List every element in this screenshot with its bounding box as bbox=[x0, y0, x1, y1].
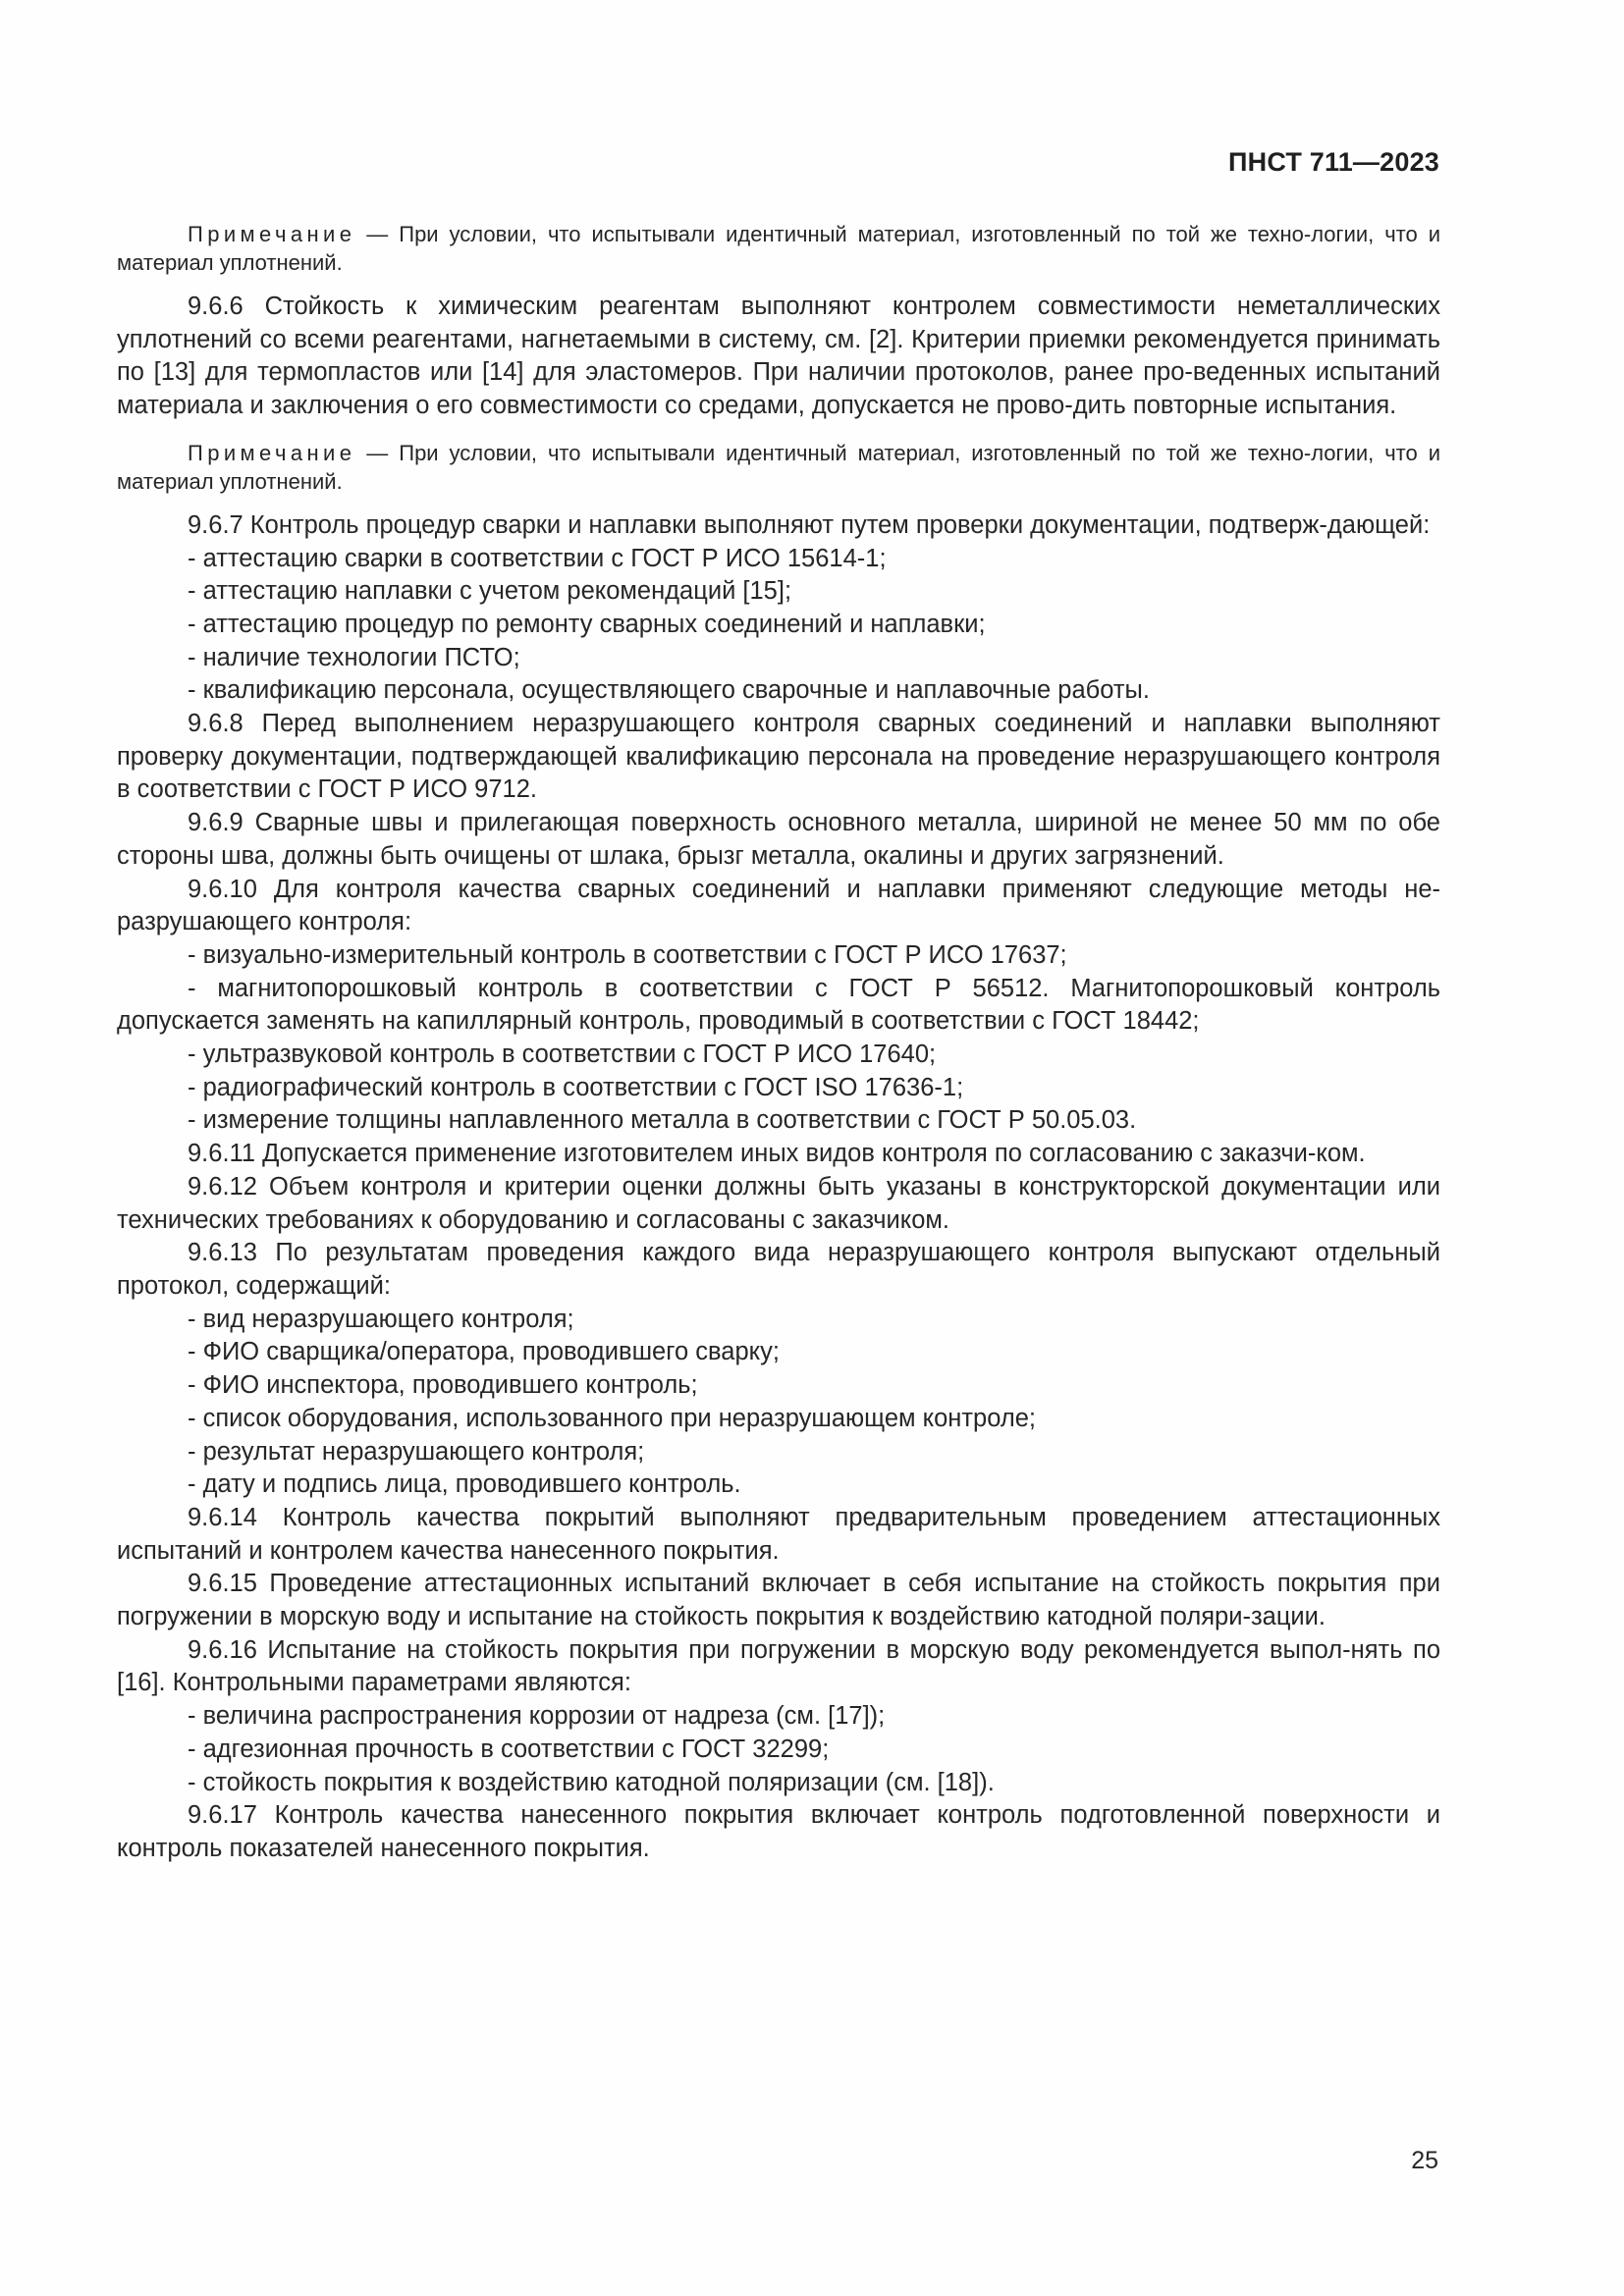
note-label: Примечание bbox=[188, 222, 356, 246]
list-item: - дату и подпись лица, проводившего контроль. bbox=[188, 1470, 741, 1499]
note-paragraph bbox=[117, 220, 1440, 277]
clause-9-6-8: 9.6.8 Перед выполнением неразрушающего контроля сварных соединений и наплавки выполняют проверку документации, подтверждающей квалификацию персонала на проведение неразрушающего контроля в соответствии с ГОСТ Р ИСО 9712. bbox=[117, 710, 1440, 804]
list-item: - наличие технологии ПСТО; bbox=[188, 643, 520, 671]
document-code: ПНСТ 711—2023 bbox=[1228, 147, 1439, 177]
list-item: - аттестацию сварки в соответствии с ГОСТ Р ИСО 15614-1; bbox=[188, 544, 887, 572]
clause-9-6-16: 9.6.16 Испытание на стойкость покрытия при погружении в морскую воду рекомендуется выпол-нять по [16]. Контрольными параметрами являются: bbox=[117, 1635, 1440, 1697]
list-item: - измерение толщины наплавленного металла в соответствии с ГОСТ Р 50.05.03. bbox=[188, 1106, 1137, 1135]
clause-9-6-14: 9.6.14 Контроль качества покрытий выполняют предварительным проведением аттестационных испытаний и контролем качества нанесенного покрытия. bbox=[117, 1503, 1440, 1565]
clause-9-6-10: 9.6.10 Для контроля качества сварных соединений и наплавки применяют следующие методы не-разрушающего контроля: bbox=[117, 875, 1440, 936]
list-item: - квалификацию персонала, осуществляющего сварочные и наплавочные работы. bbox=[188, 676, 1150, 705]
page-number: 25 bbox=[1411, 2147, 1438, 2174]
list-item: - величина распространения коррозии от надреза (см. [17]); bbox=[188, 1702, 886, 1731]
note-paragraph bbox=[117, 439, 1440, 496]
list-item: - визуально-измерительный контроль в соответствии с ГОСТ Р ИСО 17637; bbox=[188, 940, 1067, 969]
list-item: - результат неразрушающего контроля; bbox=[188, 1437, 645, 1466]
clause-9-6-15: 9.6.15 Проведение аттестационных испытаний включает в себя испытание на стойкость покрытия при погружении в морскую воду и испытание на стойкость покрытия к воздействию катодной поляри-зации. bbox=[117, 1570, 1440, 1631]
clause-9-6-7: 9.6.7 Контроль процедур сварки и наплавки выполняют путем проверки документации, подтверж-дающей: bbox=[188, 510, 1431, 539]
clause-9-6-9: 9.6.9 Сварные швы и прилегающая поверхность основного металла, шириной не менее 50 мм по обе стороны шва, должны быть очищены от шлака, брызг металла, окалины и других загрязнений. bbox=[117, 809, 1440, 870]
list-item: - ФИО сварщика/оператора, проводившего сварку; bbox=[188, 1338, 780, 1366]
note-text: — При условии, что испытывали идентичный материал, изготовленный по той же техно-логии, что и материал уплотнений. bbox=[117, 440, 1440, 494]
clause-9-6-17: 9.6.17 Контроль качества нанесенного покрытия включает контроль подготовленной поверхности и контроль показателей нанесенного покрытия. bbox=[117, 1801, 1440, 1862]
list-item: - радиографический контроль в соответствии с ГОСТ ISO 17636-1; bbox=[188, 1073, 964, 1101]
list-item: - ультразвуковой контроль в соответствии с ГОСТ Р ИСО 17640; bbox=[188, 1041, 937, 1069]
list-item: - стойкость покрытия к воздействию катодной поляризации (см. [18]). bbox=[188, 1768, 995, 1796]
clause-9-6-12: 9.6.12 Объем контроля и критерии оценки должны быть указаны в конструкторской документации или технических требованиях к оборудованию и согласованы с заказчиком. bbox=[117, 1172, 1440, 1234]
list-item: - магнитопорошковый контроль в соответствии с ГОСТ Р 56512. Магнитопорошковый контроль допускается заменять на капиллярный контроль, проводимый в соответствии с ГОСТ 18442; bbox=[117, 974, 1440, 1036]
list-item: - аттестацию процедур по ремонту сварных соединений и наплавки; bbox=[188, 610, 986, 638]
clause-9-6-11: 9.6.11 Допускается применение изготовителем иных видов контроля по согласованию с заказчи-ком. bbox=[188, 1140, 1366, 1168]
list-item: - вид неразрушающего контроля; bbox=[188, 1305, 574, 1333]
page-body bbox=[117, 220, 1440, 1866]
clause-9-6-13: 9.6.13 По результатам проведения каждого вида неразрушающего контроля выпускают отдельный протокол, содержащий: bbox=[117, 1239, 1440, 1300]
list-item: - ФИО инспектора, проводившего контроль; bbox=[188, 1371, 698, 1400]
list-item: - адгезионная прочность в соответствии с ГОСТ 32299; bbox=[188, 1735, 830, 1763]
note-label: Примечание bbox=[188, 440, 356, 465]
list-item: - список оборудования, использованного при неразрушающем контроле; bbox=[188, 1404, 1036, 1432]
note-text: — При условии, что испытывали идентичный материал, изготовленный по той же техно-логии, что и материал уплотнений. bbox=[117, 222, 1440, 275]
clause-9-6-6: 9.6.6 Стойкость к химическим реагентам выполняют контролем совместимости неметаллических уплотнений со всеми реагентами, нагнетаемыми в систему, см. [2]. Критерии приемки рекомендуется принимать по [13] для термопластов или [14] для эластомеров. При наличии протоколов, ранее про-веденных испытаний материала и заключения о его совместимости со средами, допускается не прово-дить повторные испытания. bbox=[117, 293, 1440, 420]
list-item: - аттестацию наплавки с учетом рекомендаций [15]; bbox=[188, 577, 792, 606]
